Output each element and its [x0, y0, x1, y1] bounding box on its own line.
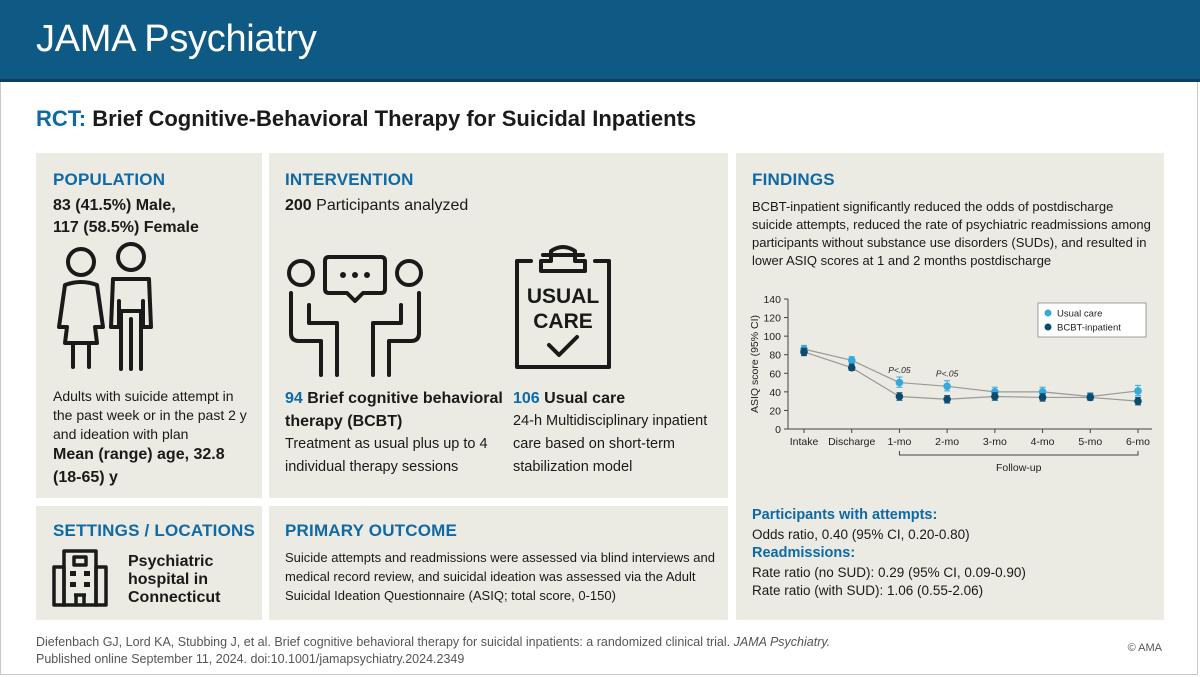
data-point-bcbt-inpatient: [1134, 397, 1142, 405]
usual-desc-line2: care based on short-term: [513, 436, 675, 452]
data-point-bcbt-inpatient: [943, 395, 951, 403]
x-tick-label: Intake: [789, 436, 819, 448]
y-axis-label: ASIQ score (95% CI): [749, 314, 761, 414]
bcbt-arm: [285, 387, 503, 479]
data-point-usual-care: [896, 379, 904, 387]
findings-heading: FINDINGS: [752, 170, 835, 189]
legend-marker: [1045, 310, 1052, 317]
significance-annotation: P<.05: [888, 365, 911, 375]
data-point-usual-care: [848, 356, 856, 364]
outcome-line2: medical record review, and suicidal ideation was assessed via the Adult: [285, 569, 696, 584]
findings-panel: [736, 153, 1164, 620]
outcome-line3: Suicidal Ideation Questionnaire (ASIQ; total score, 0-150): [285, 588, 616, 603]
settings-line3: Connecticut: [128, 589, 221, 606]
y-tick-label: 20: [769, 405, 781, 418]
citation-line2: Published online September 11, 2024. doi:10.1001/jamapsychiatry.2024.2349: [36, 652, 465, 666]
settings-heading: SETTINGS / LOCATIONS: [53, 521, 256, 540]
asiq-line-chart: [742, 289, 1152, 489]
data-point-bcbt-inpatient: [1039, 394, 1047, 402]
usual-care-icon-line2: CARE: [533, 310, 593, 333]
attempts-value: Odds ratio, 0.40 (95% CI, 0.20-0.80): [752, 527, 970, 542]
y-tick-label: 40: [769, 386, 781, 399]
population-age-line1: Mean (range) age, 32.8: [53, 446, 225, 463]
findings-line1: BCBT-inpatient significantly reduced the odds of postdischarge: [752, 199, 1114, 214]
settings-line1: Psychiatric: [128, 553, 214, 570]
hospital-building-icon: [52, 549, 108, 607]
bcbt-desc-line1: Treatment as usual plus up to 4: [285, 436, 488, 452]
population-age-line2: (18-65) y: [53, 469, 118, 486]
participants-label: Participants analyzed: [316, 197, 469, 214]
y-tick-label: 0: [775, 424, 781, 436]
findings-line3: participants without substance use disorders (SUDs), and resulted in: [752, 235, 1147, 250]
usual-desc-line1: 24-h Multidisciplinary inpatient: [513, 413, 708, 429]
findings-line4: lower ASIQ scores at 1 and 2 months postdischarge: [752, 253, 1052, 268]
outcome-line1: Suicide attempts and readmissions were assessed via blind interviews and: [285, 550, 715, 565]
y-tick-label: 80: [769, 349, 781, 362]
data-point-bcbt-inpatient: [991, 393, 999, 401]
data-point-bcbt-inpatient: [1086, 394, 1094, 402]
title-prefix: RCT:: [36, 106, 87, 131]
clipboard-check-icon: [513, 245, 613, 371]
x-tick-label: Discharge: [828, 436, 876, 448]
data-point-usual-care: [943, 382, 951, 390]
usual-count: 106: [513, 390, 540, 407]
data-point-bcbt-inpatient: [896, 393, 904, 401]
bcbt-count: 94: [285, 390, 303, 407]
citation: [36, 634, 830, 668]
citation-journal: JAMA Psychiatry.: [733, 635, 831, 649]
participants-count: 200: [285, 197, 312, 214]
usual-desc-line3: stabilization model: [513, 459, 633, 475]
x-tick-label: 4-mo: [1030, 436, 1055, 448]
x-tick-label: 3-mo: [982, 436, 1007, 448]
citation-line1: Diefenbach GJ, Lord KA, Stubbing J, et al. Brief cognitive behavioral therapy for suicidal inpatients: a randomized clinical trial.: [36, 635, 731, 649]
therapy-conversation-icon: [283, 253, 423, 379]
y-tick-label: 140: [763, 294, 781, 306]
bcbt-desc-line2: individual therapy sessions: [285, 459, 459, 475]
legend-marker: [1045, 324, 1052, 331]
population-panel: [36, 153, 262, 498]
bcbt-title-line1: Brief cognitive behavioral: [307, 390, 503, 407]
x-tick-label: 1-mo: [887, 436, 912, 448]
settings-panel: [36, 506, 262, 620]
findings-line2: suicide attempts, reduced the rate of psychiatric readmissions among: [752, 217, 1151, 232]
usual-care-icon-line1: USUAL: [526, 285, 600, 308]
title-text: Brief Cognitive-Behavioral Therapy for Suicidal Inpatients: [92, 106, 697, 131]
primary-outcome-panel: [269, 506, 728, 620]
y-tick-label: 60: [769, 368, 781, 381]
usual-title: Usual care: [544, 390, 626, 407]
x-axis-label: Follow-up: [995, 462, 1042, 474]
data-point-bcbt-inpatient: [848, 364, 856, 372]
followup-bracket: [899, 451, 1138, 455]
x-tick-label: 6-mo: [1126, 436, 1150, 448]
intervention-heading: INTERVENTION: [285, 170, 414, 189]
bcbt-title-line2: therapy (BCBT): [285, 413, 403, 430]
journal-header: [0, 0, 1200, 82]
settings-line2: hospital in: [128, 571, 208, 588]
usual-care-arm: [513, 387, 723, 479]
y-tick-label: 100: [763, 331, 781, 344]
x-tick-label: 5-mo: [1078, 436, 1103, 448]
participants-analyzed: [285, 194, 468, 217]
outcome-heading: PRIMARY OUTCOME: [285, 521, 458, 540]
data-point-bcbt-inpatient: [800, 348, 808, 356]
y-tick-label: 120: [763, 312, 781, 325]
population-male: 83 (41.5%) Male,: [53, 197, 176, 214]
people-icon: [51, 245, 161, 375]
x-tick-label: 2-mo: [935, 436, 960, 448]
attempts-heading: Participants with attempts:: [752, 507, 938, 523]
readmissions-nosud: Rate ratio (no SUD): 0.29 (95% CI, 0.09-0.90): [752, 565, 1026, 580]
significance-annotation: P<.05: [935, 368, 959, 379]
readmissions-heading: Readmissions:: [752, 545, 856, 561]
population-female: 117 (58.5%) Female: [53, 219, 199, 236]
page-title: [36, 106, 696, 132]
readmissions-sud: Rate ratio (with SUD): 1.06 (0.55-2.06): [752, 583, 984, 598]
data-point-usual-care: [1134, 387, 1142, 395]
copyright: © AMA: [1127, 642, 1162, 654]
legend-label: Usual care: [1057, 308, 1103, 320]
legend-label: BCBT-inpatient: [1057, 322, 1121, 334]
journal-title: JAMA Psychiatry: [36, 18, 317, 60]
population-heading: POPULATION: [53, 170, 166, 189]
intervention-panel: [269, 153, 728, 498]
population-description: Adults with suicide attempt in the past week or in the past 2 y and ideation with plan: [53, 388, 247, 442]
